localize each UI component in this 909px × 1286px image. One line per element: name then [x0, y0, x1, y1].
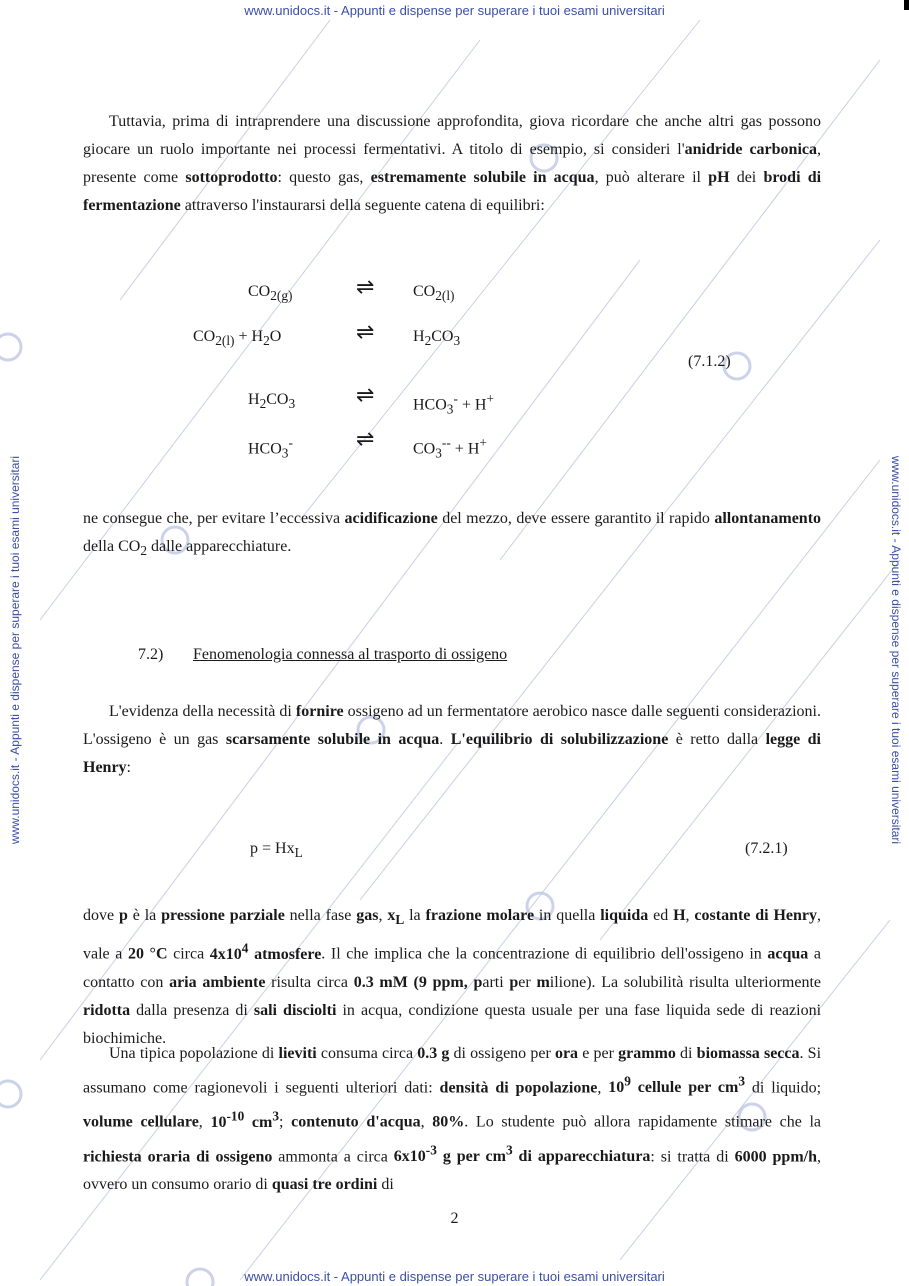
- reaction-4-left: $HCO_3^-$: [248, 435, 293, 461]
- section-number: 7.2): [138, 646, 164, 663]
- reaction-2-right: $H_2CO_3$: [413, 328, 461, 349]
- watermark-right: www.unidocs.it - Appunti e dispense per superare i tuoi esami universitari: [889, 455, 903, 845]
- paragraph-yeast-consumption: Una tipica popolazione di lieviti consuma circa 0.3 g di ossigeno per ora e per grammo di biomassa secca. Si assumano come ragionevoli i seguenti ulteriori dati: densità di popolazione, $10^9$ cellule per $cm^3$ di liquido; volume cellulare, $10^{-10}$ $cm^3$; contenuto d'acqua, 80%. Lo studente può allora rapidamente stimare che la richiesta oraria di ossigeno ammonta a circa $6x10^{-3}$ g per $cm^3$ di apparecchiatura: si tratta di 6000 ppm/h, ovvero un consumo orario di quasi tre ordini di: [83, 1045, 822, 1193]
- henry-equation-number: (7.2.1): [745, 840, 788, 857]
- reaction-1-right: $CO_{2(l)}$: [413, 283, 455, 304]
- paragraph-henry-explanation: dove p è la pressione parziale nella fase gas, $x_L$ la frazione molare in quella liquida ed H, costante di Henry, vale a 20 °C circa $4x10^4$ atmosfere. Il che implica che la concentrazione di equilibrio dell'ossigeno in acqua a contatto con aria ambiente risulta circa 0.3 mM (9 ppm, parti per milione). La solubilità risulta ulteriormente ridotta dalla presenza di sali disciolti in acqua, condizione questa usuale per una fase liquida sede di reazioni biochimiche.: [83, 907, 822, 1047]
- equilibrium-arrow: ⇌: [356, 383, 375, 408]
- watermark-top: www.unidocs.it - Appunti e dispense per superare i tuoi esami universitari: [244, 3, 665, 18]
- paragraph-oxygen: L'evidenza della necessità di fornire ossigeno ad un fermentatore aerobico nasce dalle seguenti considerazioni. L'ossigeno è un gas scarsamente solubile in acqua. L'equilibrio di solubilizzazione è retto dalla legge di Henry:: [83, 703, 822, 776]
- watermark-bottom: www.unidocs.it - Appunti e dispense per superare i tuoi esami universitari: [244, 1269, 665, 1284]
- henry-equation: $p = Hx_L$: [250, 840, 303, 861]
- paragraph-acidification: ne consegue che, per evitare l’eccessiva acidificazione del mezzo, deve essere garantito il rapido allontanamento della $CO_2$ dalle apparecchiature.: [83, 510, 822, 559]
- watermark-left: www.unidocs.it - Appunti e dispense per superare i tuoi esami universitari: [8, 455, 22, 845]
- reaction-2-left: $CO_{2(l)} + H_2O$: [193, 328, 282, 349]
- equilibrium-arrow: ⇌: [356, 427, 375, 452]
- reaction-3-right: $HCO_3^- + H^+$: [413, 391, 495, 417]
- equation-number: (7.1.2): [688, 353, 731, 370]
- reaction-3-left: $H_2CO_3$: [248, 391, 296, 412]
- equilibrium-arrow: ⇌: [356, 320, 375, 345]
- page-number: 2: [450, 1210, 459, 1227]
- paragraph-intro: Tuttavia, prima di intraprendere una discussione approfondita, giova ricordare che anche altri gas possono giocare un ruolo importante nei processi fermentativi. A titolo di esempio, si consideri l'anidride carbonica, presente come sottoprodotto: questo gas, estremamente solubile in acqua, può alterare il pH dei brodi di fermentazione attraverso l'instaurarsi della seguente catena di equilibri:: [83, 113, 822, 214]
- reaction-4-right: $CO_3^{--} + H^+$: [413, 435, 487, 461]
- equilibrium-arrow: ⇌: [356, 275, 375, 300]
- reaction-1-left: $CO_{2(g)}$: [248, 283, 293, 304]
- section-title: Fenomenologia connessa al trasporto di ossigeno: [193, 646, 508, 663]
